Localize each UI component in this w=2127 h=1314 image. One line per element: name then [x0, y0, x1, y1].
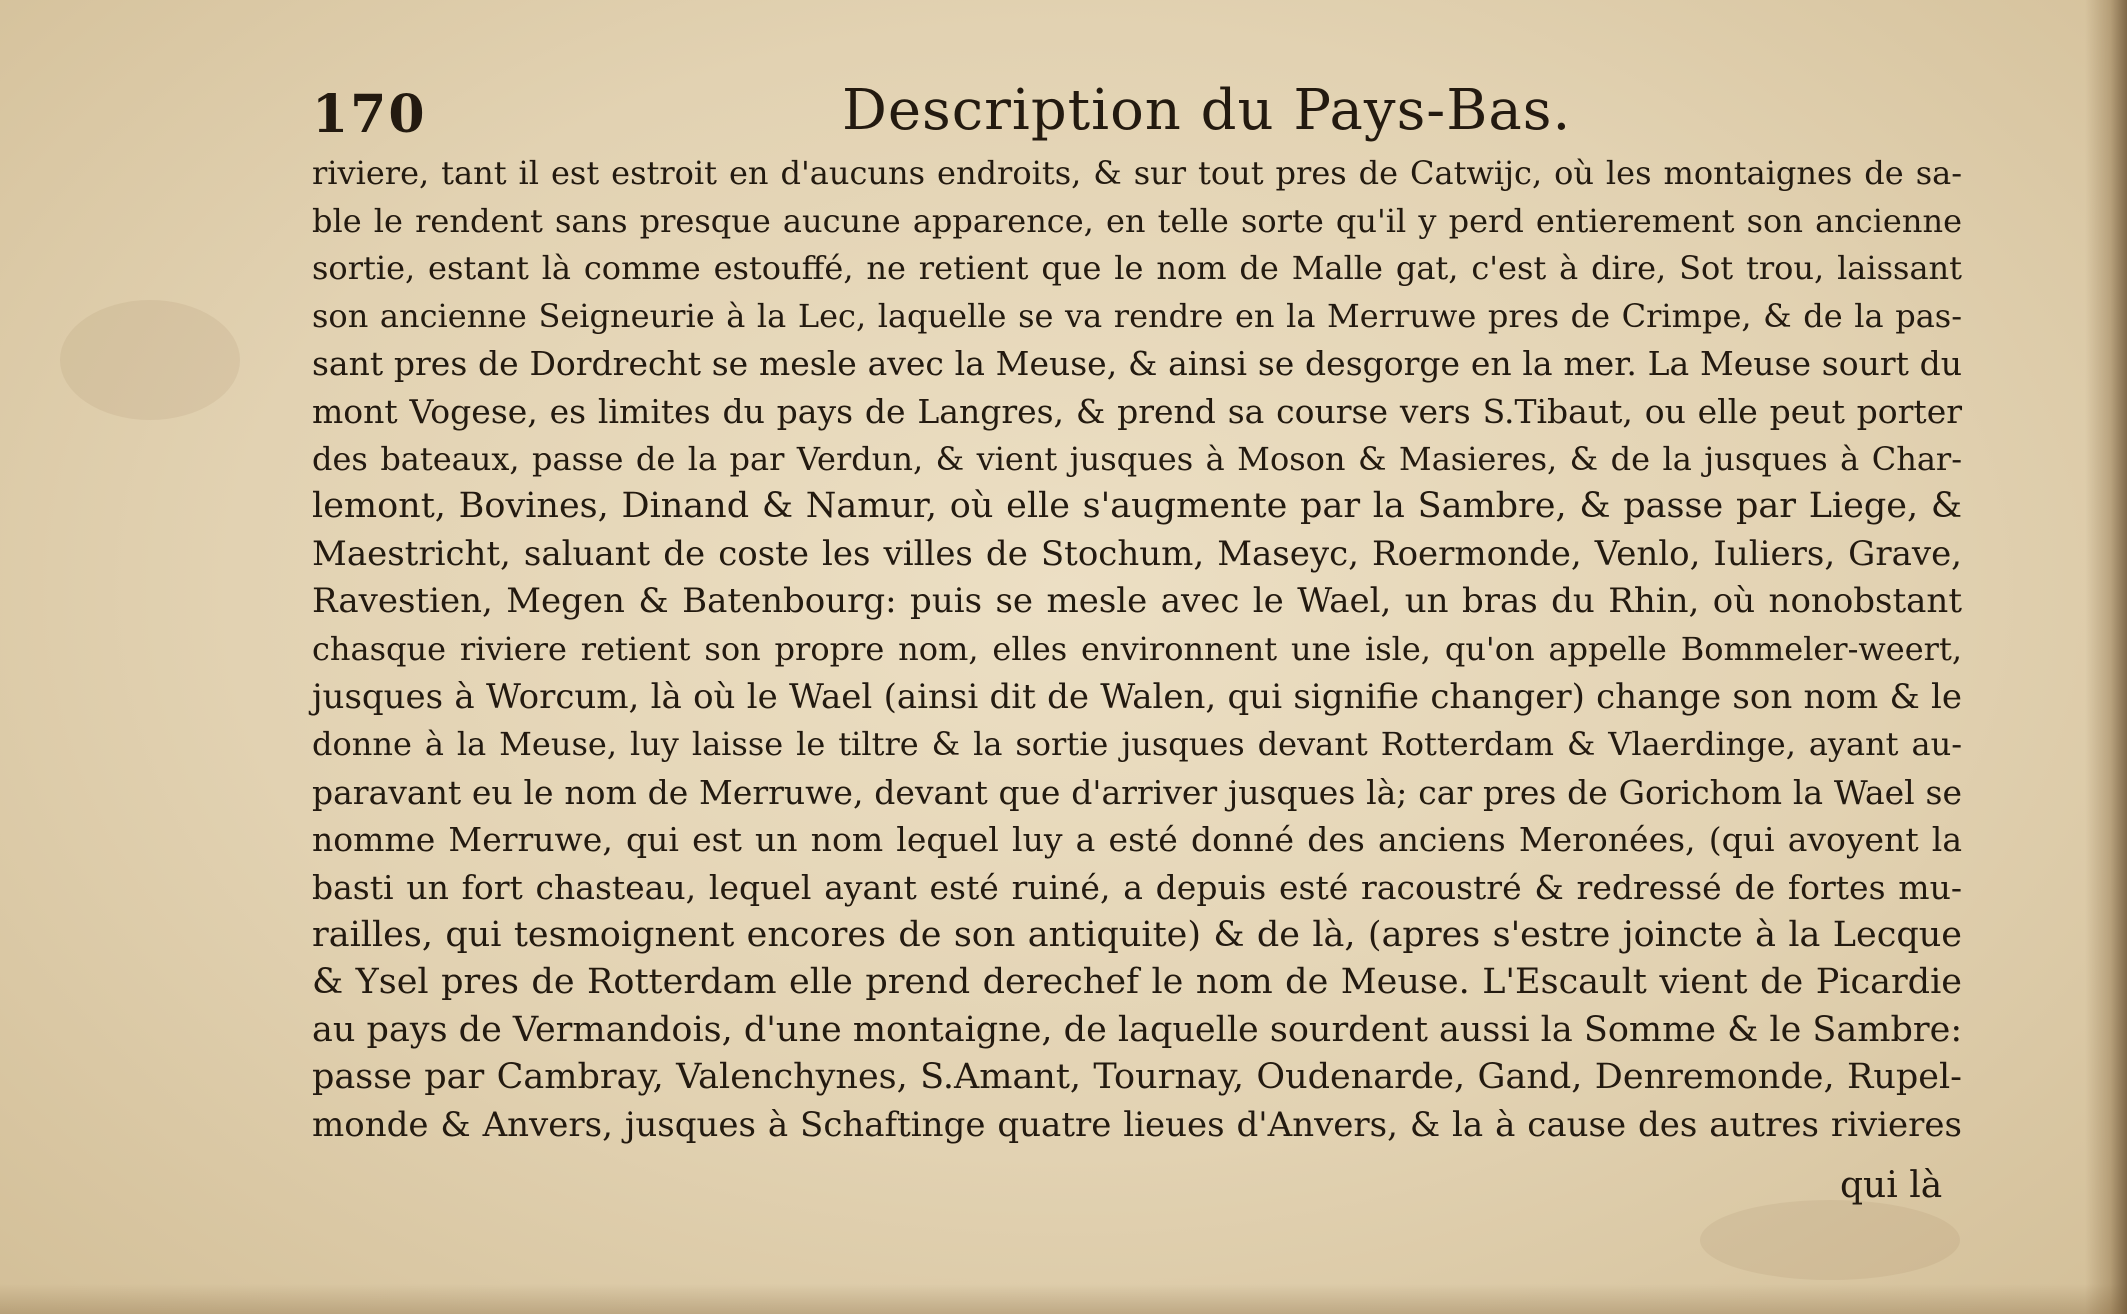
text-line: Maestricht, saluant de coste les villes de Stochum, Maseyc, Roermonde, Venlo, Iuliers, Grave,: [312, 533, 1962, 574]
text-line: ble le rendent sans presque aucune apparence, en telle sorte qu'il y perd entierement son ancienne: [312, 201, 1962, 240]
text-line: mont Vogese, es limites du pays de Langres, & prend sa course vers S.Tibaut, ou elle peut porter: [312, 391, 1962, 431]
text-line: sant pres de Dordrecht se mesle avec la Meuse, & ainsi se desgorge en la mer. La Meuse sourt du: [312, 344, 1962, 384]
text-line: lemont, Bovines, Dinand & Namur, où elle s'augmente par la Sambre, & passe par Liege, &: [312, 486, 1962, 527]
text-line: au pays de Vermandois, d'une montaigne, de laquelle sourdent aussi la Somme & le Sambre:: [312, 1009, 1963, 1050]
paper-stain: [1700, 1200, 1960, 1280]
text-line: passe par Cambray, Valenchynes, S.Amant, Tournay, Oudenarde, Gand, Denremonde, Rupel-: [312, 1057, 1962, 1098]
text-line: donne à la Meuse, luy laisse le tiltre & la sortie jusques devant Rotterdam & Vlaerdinge, ayant au-: [312, 725, 1962, 764]
text-line: basti un fort chasteau, lequel ayant esté ruiné, a depuis esté racoustré & redressé de fortes mu-: [312, 867, 1962, 907]
text-line: paravant eu le nom de Merruwe, devant que d'arriver jusques là; car pres de Gorichom la Wael se: [312, 772, 1962, 812]
paper-stain: [60, 300, 240, 420]
page-edge-shadow: [0, 1284, 2127, 1314]
text-line: & Ysel pres de Rotterdam elle prend derechef le nom de Meuse. L'Escault vient de Picardie: [312, 962, 1962, 1003]
text-line: Ravestien, Megen & Batenbourg: puis se mesle avec le Wael, un bras du Rhin, où nonobstant: [312, 581, 1962, 622]
text-line: chasque riviere retient son propre nom, elles environnent une isle, qu'on appelle Bommeler-weert,: [312, 629, 1962, 668]
page-number: 170: [312, 84, 427, 145]
page-edge-shadow: [2085, 0, 2127, 1314]
text-line: nomme Merruwe, qui est un nom lequel luy a esté donné des anciens Meronées, (qui avoyent la: [312, 820, 1962, 860]
page-header: [312, 78, 1962, 158]
body-text: [312, 150, 1962, 1149]
text-line: des bateaux, passe de la par Verdun, & vient jusques à Moson & Masieres, & de la jusques à Char-: [312, 439, 1962, 478]
text-line: sortie, estant là comme estouffé, ne retient que le nom de Malle gat, c'est à dire, Sot trou, laissant: [312, 249, 1962, 288]
text-line: son ancienne Seigneurie à la Lec, laquelle se va rendre en la Merruwe pres de Crimpe, & de la pas-: [312, 296, 1962, 335]
text-line: railles, qui tesmoignent encores de son antiquite) & de là, (apres s'estre joincte à la Lecque: [312, 914, 1962, 955]
running-title: Description du Pays-Bas.: [842, 78, 1572, 143]
text-line: riviere, tant il est estroit en d'aucuns endroits, & sur tout pres de Catwijc, où les montaignes de sa-: [312, 154, 1962, 192]
text-line: jusques à Worcum, là où le Wael (ainsi dit de Walen, qui signifie changer) change son nom & le: [312, 676, 1962, 717]
catchword: qui là: [1840, 1165, 1943, 1206]
text-line: monde & Anvers, jusques à Schaftinge quatre lieues d'Anvers, & la à cause des autres rivieres: [312, 1104, 1962, 1145]
